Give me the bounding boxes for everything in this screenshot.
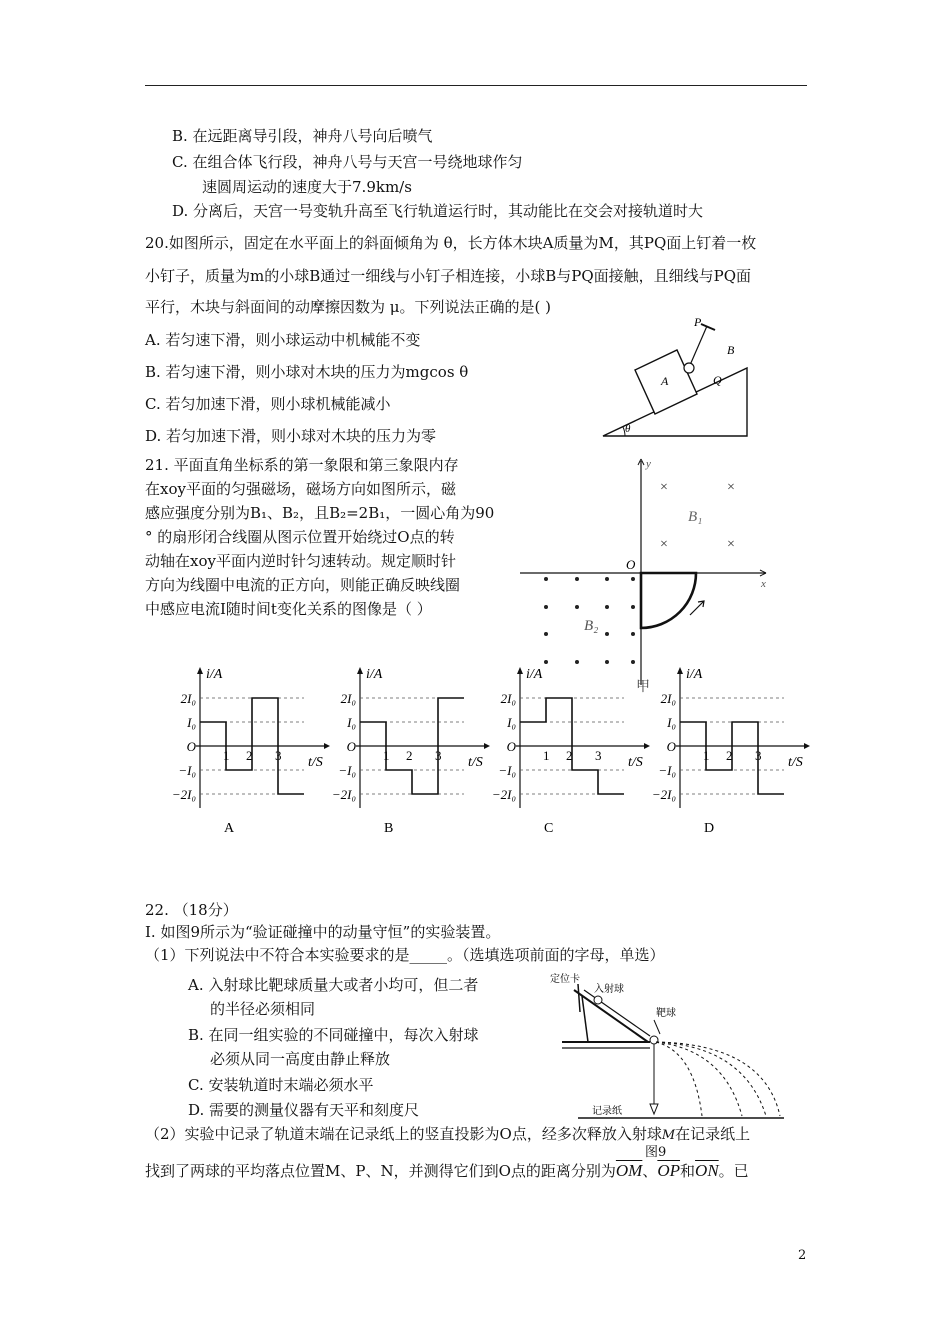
label-target-ball: 靶球 <box>656 1008 676 1019</box>
q20-option-c: C. 若匀加速下滑，则小球机械能减小 <box>145 395 391 413</box>
target-ball <box>650 1036 658 1044</box>
y-tick-label: I₀ <box>347 715 356 730</box>
label-m: M <box>661 1128 676 1143</box>
option-label: D <box>704 821 715 836</box>
x-tick-label: 3 <box>595 748 602 763</box>
q20-stem-line1: 20.如图所示，固定在水平面上的斜面倾角为 θ，长方体木块A质量为M，其PQ面上钉着一枚 <box>145 234 757 252</box>
y-tick-label: I₀ <box>667 715 676 730</box>
q20-option-d: D. 若匀加速下滑，则小球对木块的压力为零 <box>145 427 437 445</box>
x-tick-label: 3 <box>275 748 282 763</box>
overline-om: $\overline{OM}$ <box>615 1161 643 1180</box>
q21-stem-line3: 感应强度分别为B₁、B₂，且B₂=2B₁，一圆心角为90 <box>145 504 495 522</box>
label-x: x <box>761 578 766 590</box>
graph-option-d <box>652 667 810 836</box>
y-tick-label: 2I₀ <box>340 691 356 706</box>
x-tick-label: 2 <box>566 748 573 763</box>
x-tick-label: 2 <box>246 748 253 763</box>
svg-text:×: × <box>727 537 735 552</box>
word-and: 和 <box>680 1162 696 1180</box>
header-rule <box>145 85 807 86</box>
q22-option-b-line2: 必须从同一高度由静止释放 <box>210 1050 391 1068</box>
incline-block-figure <box>595 312 760 440</box>
y-tick-label: O <box>506 739 516 754</box>
figure-caption: 甲 <box>636 680 650 695</box>
q22-option-a-line1: A. 入射球比靶球质量大或者小均可，但二者 <box>188 976 479 994</box>
y-tick-label: −2I₀ <box>651 787 676 802</box>
q22-option-b-line1: B. 在同一组实验的不同碰撞中，每次入射球 <box>188 1026 479 1044</box>
y-tick-label: −I₀ <box>658 763 676 778</box>
graph-option-c <box>492 667 650 836</box>
x-tick-label: 1 <box>223 748 230 763</box>
svg-text:×: × <box>660 537 668 552</box>
x-tick-label: 1 <box>543 748 550 763</box>
overline-on: $\overline{ON}$ <box>695 1161 719 1180</box>
q21-stem-line7: 中感应电流I随时间t变化关系的图像是（ ） <box>145 600 432 618</box>
y-tick-label: −I₀ <box>178 763 196 778</box>
x-tick-label: 1 <box>703 748 710 763</box>
label-theta: θ <box>625 423 631 435</box>
label-q: Q <box>713 373 722 387</box>
graph-option-a <box>172 667 330 836</box>
x-axis-label: t/S <box>788 755 803 770</box>
sentence-end: 。已 <box>718 1162 749 1180</box>
q20-option-a: A. 若匀速下滑，则小球运动中机械能不变 <box>145 331 421 349</box>
q19-option-c-line2: 速圆周运动的速度大于7.9km/s <box>202 178 412 196</box>
rotation-arrow <box>690 601 704 615</box>
q20-stem-line3: 平行，木块与斜面间的动摩擦因数为 μ。下列说法正确的是( ) <box>145 298 551 316</box>
x-axis-label: t/S <box>628 755 643 770</box>
svg-text:×: × <box>660 480 668 495</box>
label-incident-ball: 入射球 <box>594 984 624 995</box>
magnetic-field-figure <box>520 455 780 695</box>
x-tick-label: 1 <box>383 748 390 763</box>
y-tick-label: O <box>186 739 196 754</box>
q22-sub3 <box>145 1157 749 1185</box>
q21-stem-line6: 方向为线圈中电流的正方向，则能正确反映线圈 <box>145 576 461 594</box>
q20-option-b: B. 若匀速下滑，则小球对木块的压力为mgcos θ <box>145 363 469 381</box>
q22-sub2-text: （2）实验中记录了轨道末端在记录纸上的竖直投影为O点，经多次释放入射球 <box>145 1125 662 1143</box>
current-waveform <box>680 722 784 794</box>
label-record-paper: 记录纸 <box>592 1106 622 1117</box>
q19-option-d: D. 分离后，天宫一号变轨升高至飞行轨道运行时，其动能比在交会对接轨道时大 <box>172 202 704 220</box>
q22-sub1: （1）下列说法中不符合本实验要求的是_____。（选填选项前面的字母，单选） <box>145 946 665 964</box>
x-axis-label: t/S <box>308 755 323 770</box>
x-tick-label: 2 <box>406 748 413 763</box>
label-locator-card: 定位卡 <box>550 974 580 985</box>
q22-option-c: C. 安装轨道时末端必须水平 <box>188 1076 374 1094</box>
page-number: 2 <box>798 1248 807 1263</box>
q22-part1: Ⅰ. 如图9所示为“验证碰撞中的动量守恒”的实验装置。 <box>145 923 501 941</box>
overline-op: $\overline{OP}$ <box>657 1161 681 1180</box>
sector-coil <box>641 573 696 628</box>
label-p: P <box>694 315 702 329</box>
y-tick-label: 2I₀ <box>500 691 516 706</box>
label-o: O <box>626 557 636 572</box>
y-axis-label: i/A <box>526 667 543 682</box>
q22-option-a-line2: 的半径必须相同 <box>210 1000 316 1018</box>
y-axis-label: i/A <box>686 667 703 682</box>
x-axis-label: t/S <box>468 755 483 770</box>
q21-stem-line2: 在xoy平面的匀强磁场，磁场方向如图所示，磁 <box>145 480 456 498</box>
y-tick-label: I₀ <box>187 715 196 730</box>
collision-apparatus-figure <box>544 970 804 1128</box>
label-b1: B₁ <box>688 509 703 525</box>
q21-stem-line4: ° 的扇形闭合线圈从图示位置开始绕过O点的转 <box>145 528 455 546</box>
y-tick-label: −2I₀ <box>491 787 516 802</box>
label-a: A <box>661 374 669 388</box>
y-tick-label: O <box>346 739 356 754</box>
y-tick-label: 2I₀ <box>180 691 196 706</box>
option-label: A <box>224 821 235 836</box>
current-graphs <box>140 664 803 844</box>
incident-ball <box>594 996 602 1004</box>
y-tick-label: 2I₀ <box>660 691 676 706</box>
y-tick-label: O <box>666 739 676 754</box>
graph-option-b <box>332 667 490 836</box>
figure-9-caption: 图9 <box>645 1145 667 1160</box>
y-tick-label: −I₀ <box>338 763 356 778</box>
nail <box>701 324 715 330</box>
q20-stem-line2: 小钉子，质量为m的小球B通过一细线与小钉子相连接，小球B与PQ面接触，且细线与PQ面 <box>145 267 752 285</box>
option-label: B <box>384 821 394 836</box>
y-axis-label: i/A <box>366 667 383 682</box>
label-y: y <box>646 458 651 470</box>
ball-b <box>684 363 694 373</box>
y-tick-label: −2I₀ <box>171 787 196 802</box>
q19-option-b: B. 在远距离导引段，神舟八号向后喷气 <box>172 127 433 145</box>
q22-option-d: D. 需要的测量仪器有天平和刻度尺 <box>188 1101 420 1119</box>
svg-text:×: × <box>727 480 735 495</box>
option-label: C <box>544 821 554 836</box>
label-b: B <box>727 343 735 357</box>
q21-stem-line1: 21. 平面直角坐标系的第一象限和第三象限内存 <box>145 456 459 474</box>
y-tick-label: I₀ <box>507 715 516 730</box>
label-b2: B₂ <box>584 618 599 634</box>
q22-sub2-tail: 在记录纸上 <box>675 1125 751 1143</box>
q19-option-c-line1: C. 在组合体飞行段，神舟八号与天宫一号绕地球作匀 <box>172 153 523 171</box>
x-tick-label: 3 <box>755 748 762 763</box>
q22-title: 22. （18分） <box>145 901 238 919</box>
x-tick-label: 2 <box>726 748 733 763</box>
y-tick-label: −I₀ <box>498 763 516 778</box>
q22-sub3-text: 找到了两球的平均落点位置M、P、N，并测得它们到O点的距离分别为 <box>145 1162 616 1180</box>
x-tick-label: 3 <box>435 748 442 763</box>
sep-1: 、 <box>642 1162 658 1180</box>
y-tick-label: −2I₀ <box>331 787 356 802</box>
y-axis-label: i/A <box>206 667 223 682</box>
q21-stem-line5: 动轴在xoy平面内逆时针匀速转动。规定顺时针 <box>145 552 456 570</box>
